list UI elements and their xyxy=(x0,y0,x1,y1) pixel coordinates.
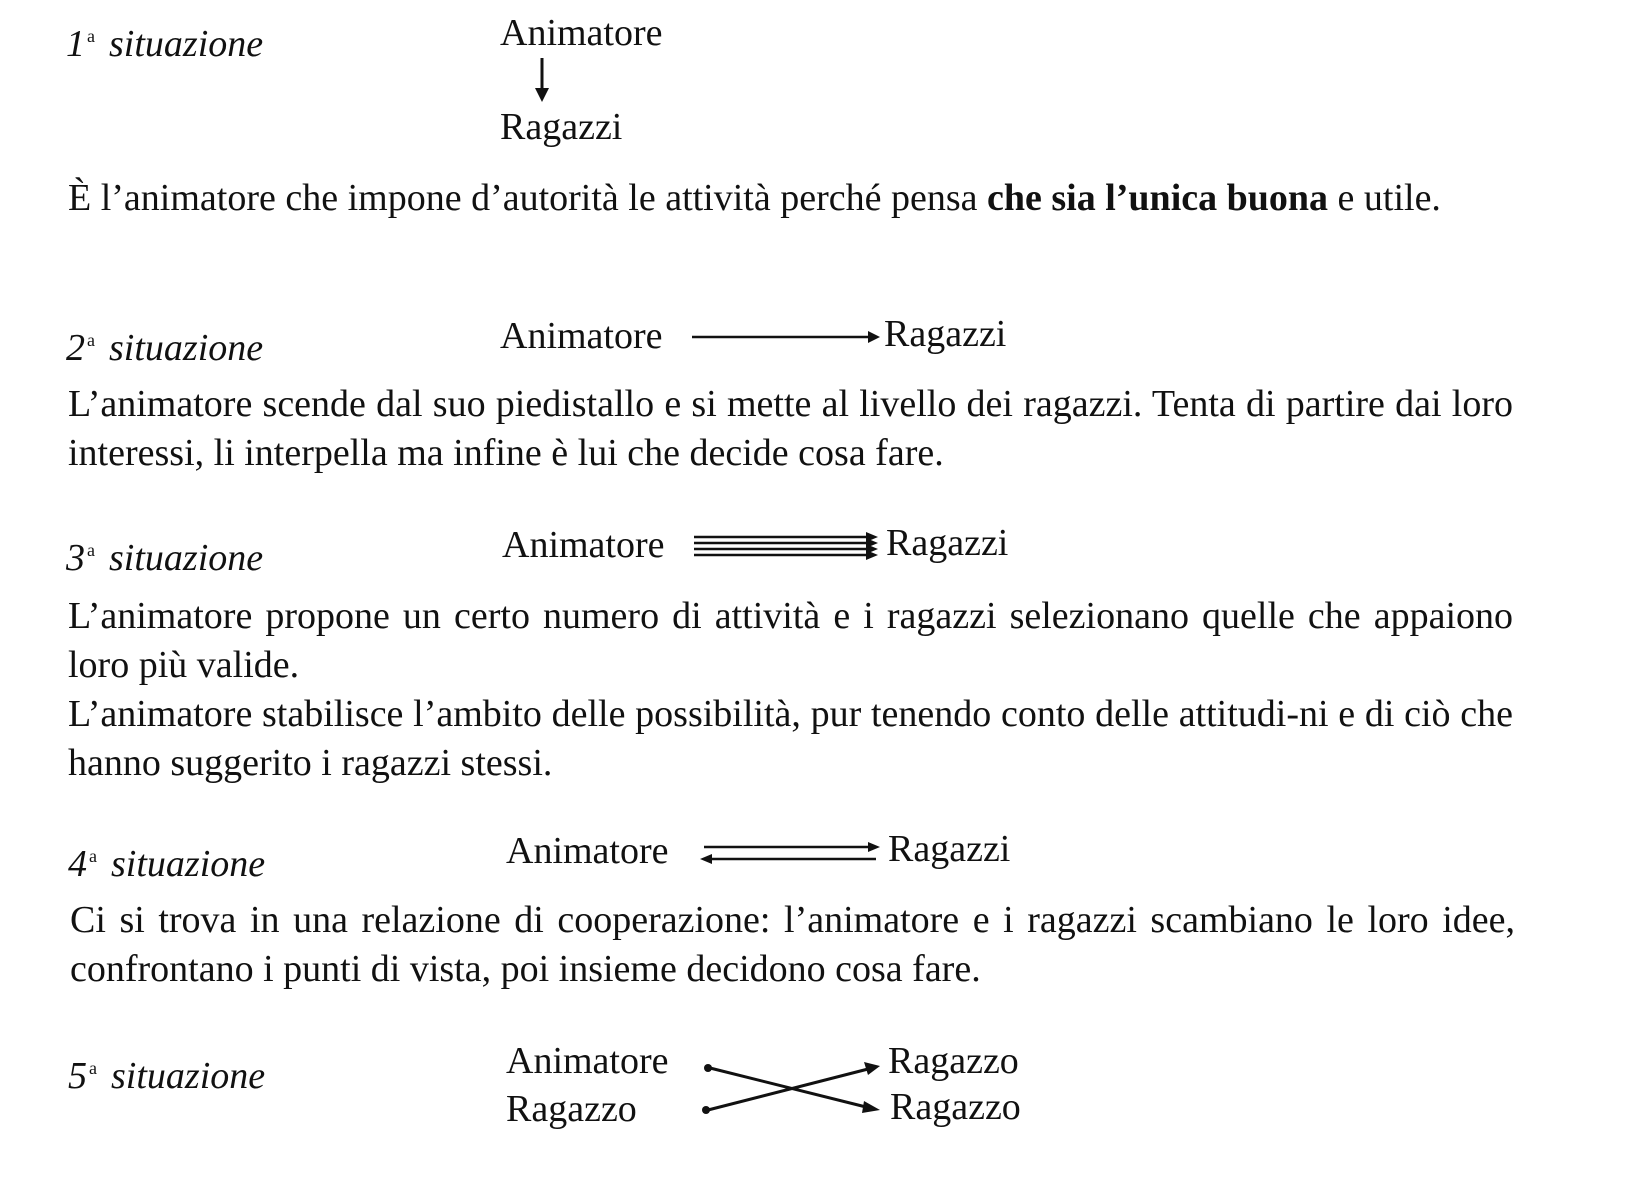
bidirectional-arrow-icon xyxy=(700,842,880,864)
diagram-1-ragazzi: Ragazzi xyxy=(500,106,623,148)
diagram-4-ragazzi: Ragazzi xyxy=(888,828,1011,870)
crossing-arrows-icon xyxy=(702,1062,880,1114)
diagram-4-animatore: Animatore xyxy=(506,830,669,872)
diagram-5-ragazzo-bottom-right: Ragazzo xyxy=(890,1086,1021,1128)
arrow-down-icon xyxy=(535,58,549,102)
situation-2-description: L’animatore scende dal suo piedistallo e si mette al livello dei ragazzi. Tenta di partire dai loro interessi, li interpella ma infine è lui che decide cosa fare. xyxy=(68,383,1513,474)
situation-3-label: 3 $^a$ situazione xyxy=(66,537,264,579)
situation-5-label: 5 $^a$ situazione xyxy=(68,1055,266,1097)
situation-number: 2 $^a$ xyxy=(66,327,95,369)
arrow-right-icon xyxy=(692,331,880,343)
situation-3-paragraph-2: L’animatore stabilisce l’ambito delle possibilità, pur tenendo conto delle attitudi-ni e di ciò che hanno suggerito i ragazzi stessi. xyxy=(68,693,1513,784)
situation-number: 4 $^a$ xyxy=(68,843,97,885)
diagram-3-ragazzi: Ragazzi xyxy=(886,522,1009,564)
diagram-3-animatore: Animatore xyxy=(502,524,665,566)
diagram-1-animatore: Animatore xyxy=(500,12,663,54)
diagram-5-ragazzo-top-right: Ragazzo xyxy=(888,1040,1019,1082)
diagram-2-ragazzi: Ragazzi xyxy=(884,313,1007,355)
situation-2-label: 2 $^a$ situazione xyxy=(66,327,264,369)
situation-3-paragraph-1: L’animatore propone un certo numero di attività e i ragazzi selezionano quelle che appaiono loro più valide. xyxy=(68,595,1513,686)
situation-4-label: 4 $^a$ situazione xyxy=(68,843,266,885)
situation-1-label: 1 $^a$ situazione xyxy=(66,23,264,65)
diagram-5-animatore: Animatore xyxy=(506,1040,669,1082)
situation-number: 5 $^a$ xyxy=(68,1055,97,1097)
situation-number: 1 $^a$ xyxy=(66,23,95,65)
multi-arrow-right-icon xyxy=(694,532,878,560)
diagram-5-ragazzo-bottom-left: Ragazzo xyxy=(506,1088,637,1130)
situation-1-description: È l’animatore che impone d’autorità le attività perché pensa che sia l’unica buona e utile. xyxy=(68,177,1441,219)
diagram-2-animatore: Animatore xyxy=(500,315,663,357)
situation-4-description: Ci si trova in una relazione di cooperazione: l’animatore e i ragazzi scambiano le loro idee, confrontano i punti di vista, poi insieme decidono cosa fare. xyxy=(70,899,1515,990)
situation-3-description xyxy=(68,592,1513,788)
situation-number: 3 $^a$ xyxy=(66,537,95,579)
